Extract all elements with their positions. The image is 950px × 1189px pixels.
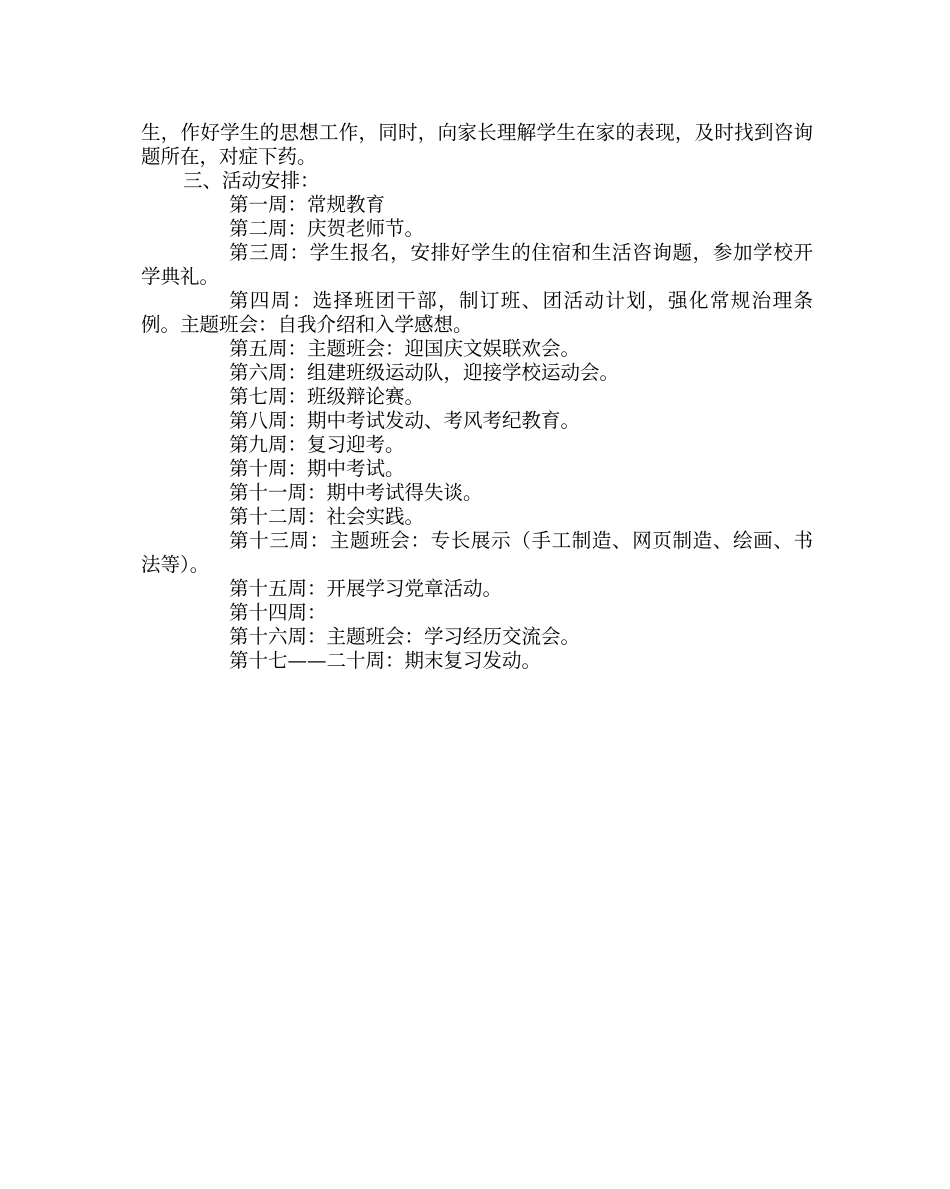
schedule-item-week-4: 第四周：选择班团干部，制订班、团活动计划，强化常规治理条例。主题班会：自我介绍和入学感想。 xyxy=(141,289,813,336)
section-heading-activity-schedule: 三、活动安排： xyxy=(183,169,320,192)
schedule-item-week-14: 第十四周： xyxy=(229,601,327,624)
schedule-item-week-5: 第五周：主题班会：迎国庆文娱联欢会。 xyxy=(229,337,581,360)
document-body xyxy=(141,121,813,673)
schedule-item-week-2: 第二周：庆贺老师节。 xyxy=(229,217,425,240)
schedule-item-week-1: 第一周：常规教育 xyxy=(229,193,386,216)
schedule-item-week-10: 第十周：期中考试。 xyxy=(229,457,405,480)
paragraph-continuation: 生，作好学生的思想工作，同时，向家长理解学生在家的表现，及时找到咨询题所在，对症下药。 xyxy=(141,121,813,168)
schedule-item-week-16: 第十六周：主题班会：学习经历交流会。 xyxy=(229,625,581,648)
schedule-item-week-6: 第六周：组建班级运动队，迎接学校运动会。 xyxy=(229,361,620,384)
schedule-item-week-7: 第七周：班级辩论赛。 xyxy=(229,385,425,408)
schedule-item-week-11: 第十一周：期中考试得失谈。 xyxy=(229,481,483,504)
schedule-item-week-15: 第十五周：开展学习党章活动。 xyxy=(229,577,503,600)
schedule-item-week-8: 第八周：期中考试发动、考风考纪教育。 xyxy=(229,409,581,432)
schedule-item-week-13: 第十三周：主题班会：专长展示（手工制造、网页制造、绘画、书法等）。 xyxy=(141,529,813,576)
schedule-item-week-3: 第三周：学生报名，安排好学生的住宿和生活咨询题，参加学校开学典礼。 xyxy=(141,241,813,288)
schedule-item-week-12: 第十二周：社会实践。 xyxy=(229,505,425,528)
schedule-item-week-17-20: 第十七——二十周：期末复习发动。 xyxy=(229,649,542,672)
schedule-item-week-9: 第九周：复习迎考。 xyxy=(229,433,405,456)
